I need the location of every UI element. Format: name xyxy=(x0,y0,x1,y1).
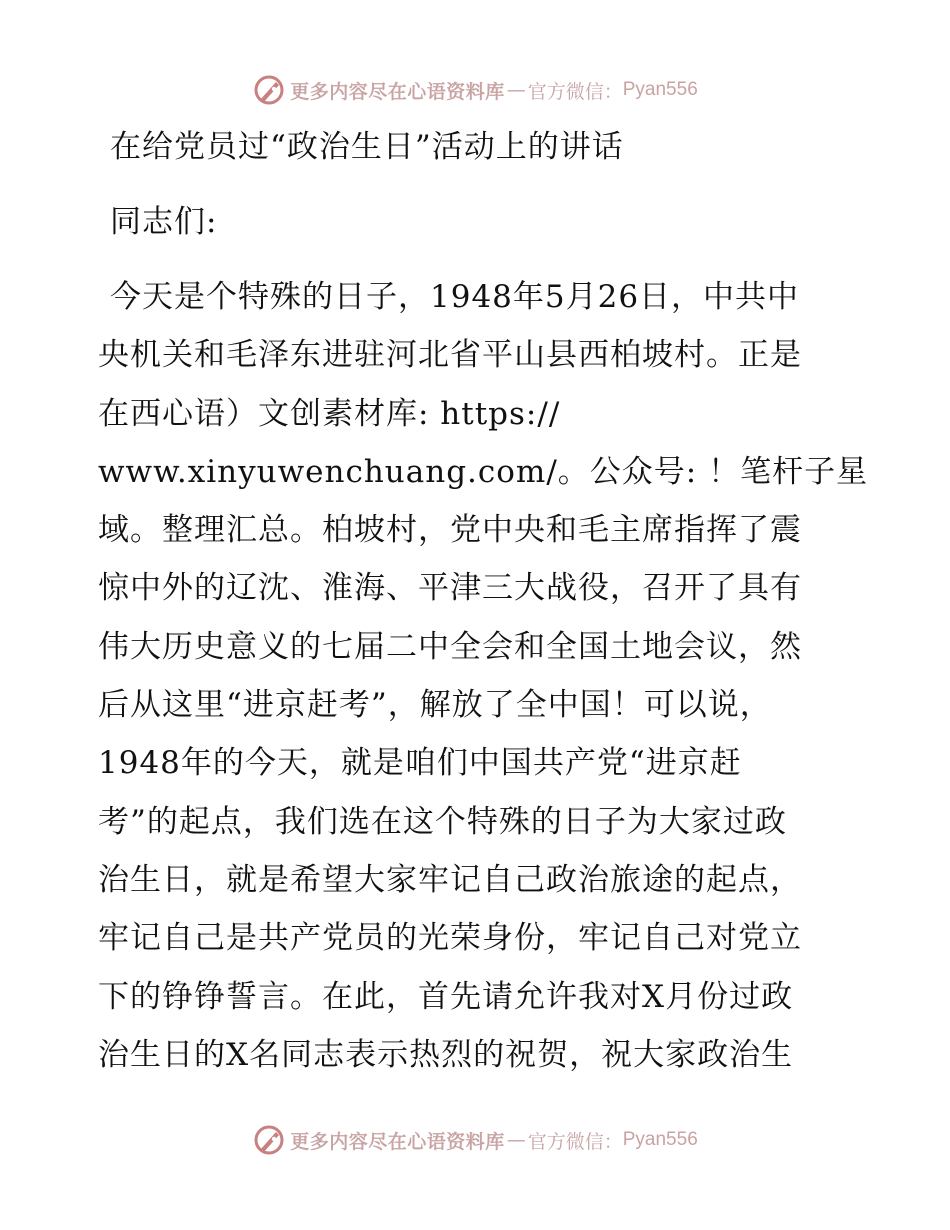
body-line: 考”的起点，我们选在这个特殊的日子为大家过政 xyxy=(98,803,787,840)
body-line: 央机关和毛泽东进驻河北省平山县西柏坡村。正是 xyxy=(98,337,802,374)
body-line: 治生日的X名同志表示热烈的祝贺，祝大家政治生 xyxy=(98,1036,794,1073)
body-line: 后从这里“进京赶考”，解放了全中国！可以说， xyxy=(98,687,772,724)
body-line: www.xinyuwenchuang.com/。公众号: ！笔杆子星 xyxy=(98,453,869,490)
watermark-wechat-id: Pyan556 xyxy=(622,1129,698,1150)
pen-logo-icon xyxy=(252,73,286,107)
watermark-text: 更多内容尽在心语资料库 xyxy=(290,80,505,103)
body-line: 在西心语）文创素材库: https:// xyxy=(98,395,561,432)
watermark-wechat-label: 官方微信： xyxy=(527,1130,623,1153)
body-line: 牢记自己是共产党员的光荣身份，牢记自己对党立 xyxy=(98,920,802,957)
footer-watermark xyxy=(0,1120,950,1160)
body-line: 域。整理汇总。柏坡村，党中央和毛主席指挥了震 xyxy=(98,512,802,549)
body-paragraph xyxy=(98,268,869,1084)
pen-logo-icon xyxy=(252,1123,286,1157)
body-line: 惊中外的辽沈、淮海、平津三大战役，召开了具有 xyxy=(98,570,802,607)
watermark-separator: — xyxy=(506,79,526,101)
body-line: 1948年的今天，就是咱们中国共产党“进京赶 xyxy=(98,745,742,782)
watermark-wechat-label: 官方微信： xyxy=(527,80,623,103)
watermark-text: 更多内容尽在心语资料库 xyxy=(290,1130,505,1153)
body-line: 治生日，就是希望大家牢记自己政治旅途的起点， xyxy=(98,861,802,898)
header-watermark xyxy=(0,70,950,110)
body-line: 今天是个特殊的日子，1948年5月26日，中共中 xyxy=(110,279,800,315)
watermark-wechat-id: Pyan556 xyxy=(622,79,698,100)
body-line: 伟大历史意义的七届二中全会和全国土地会议，然 xyxy=(98,628,802,665)
body-line: 下的铮铮誓言。在此，首先请允许我对X月份过政 xyxy=(98,978,794,1015)
document-title: 在给党员过“政治生日”活动上的讲话 xyxy=(110,129,624,165)
salutation: 同志们: xyxy=(110,204,218,240)
watermark-separator: — xyxy=(506,1129,526,1151)
